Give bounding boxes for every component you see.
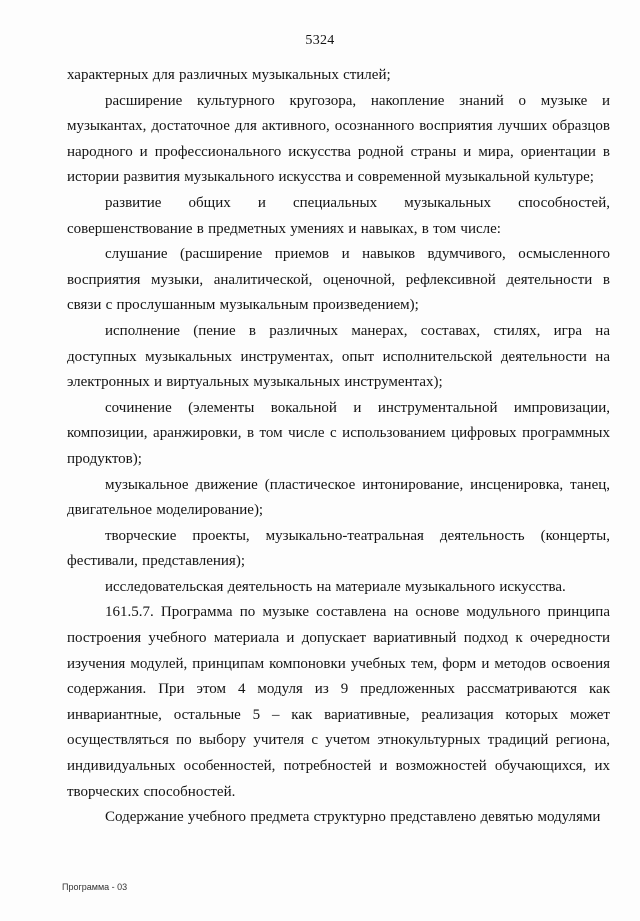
paragraph-creative-projects: творческие проекты, музыкально-театральная деятельность (концерты, фестивали, представления); (67, 527, 610, 570)
paragraph-cultural-outlook: расширение культурного кругозора, накопление знаний о музыке и музыкантах, достаточное для активного, осознанного восприятия лучших образцов народного и профессионального искусства родной страны и мира, ориентации в истории развития музыкального искусства и современной музыкальной культуре; (67, 92, 610, 186)
paragraph-modular-program: 161.5.7. Программа по музыке составлена на основе модульного принципа построения учебного материала и допускает вариативный подход к очередности изучения модулей, принципам компоновки учебных тем, форм и методов освоения содержания. При этом 4 модуля из 9 предложенных рассматриваются как инвариантные, остальные 5 – как вариативные, реализация которых может осуществляться по выбору учителя с учетом этнокультурных традиций региона, индивидуальных особенностей, потребностей и возможностей обучающихся, их творческих способностей. (67, 604, 610, 800)
page-number: 5324 (305, 33, 335, 48)
paragraph-composition: сочинение (элементы вокальной и инструментальной импровизации, композиции, аранжировки, в том числе с использованием цифровых программных продуктов); (67, 399, 610, 467)
footer-label: Программа - 03 (62, 882, 128, 892)
body-text (67, 63, 610, 831)
paragraph-listening: слушание (расширение приемов и навыков вдумчивого, осмысленного восприятия музыки, аналитической, оценочной, рефлексивной деятельности в связи с прослушанным музыкальным произведением); (67, 246, 610, 314)
paragraph-abilities-development: развитие общих и специальных музыкальных способностей, совершенствование в предметных умениях и навыках, в том числе: (67, 194, 610, 237)
paragraph-research-activity: исследовательская деятельность на материале музыкального искусства. (105, 578, 566, 595)
paragraph-content-structure: Содержание учебного предмета структурно представлено девятью модулями (105, 809, 601, 826)
paragraph-musical-movement: музыкальное движение (пластическое интонирование, инсценировка, танец, двигательное моделирование); (67, 476, 610, 519)
paragraph-performance: исполнение (пение в различных манерах, составах, стилях, игра на доступных музыкальных инструментах, опыт исполнительской деятельности на электронных и виртуальных музыкальных инструментах); (67, 322, 610, 391)
paragraph-styles-continuation: характерных для различных музыкальных стилей; (67, 67, 391, 83)
